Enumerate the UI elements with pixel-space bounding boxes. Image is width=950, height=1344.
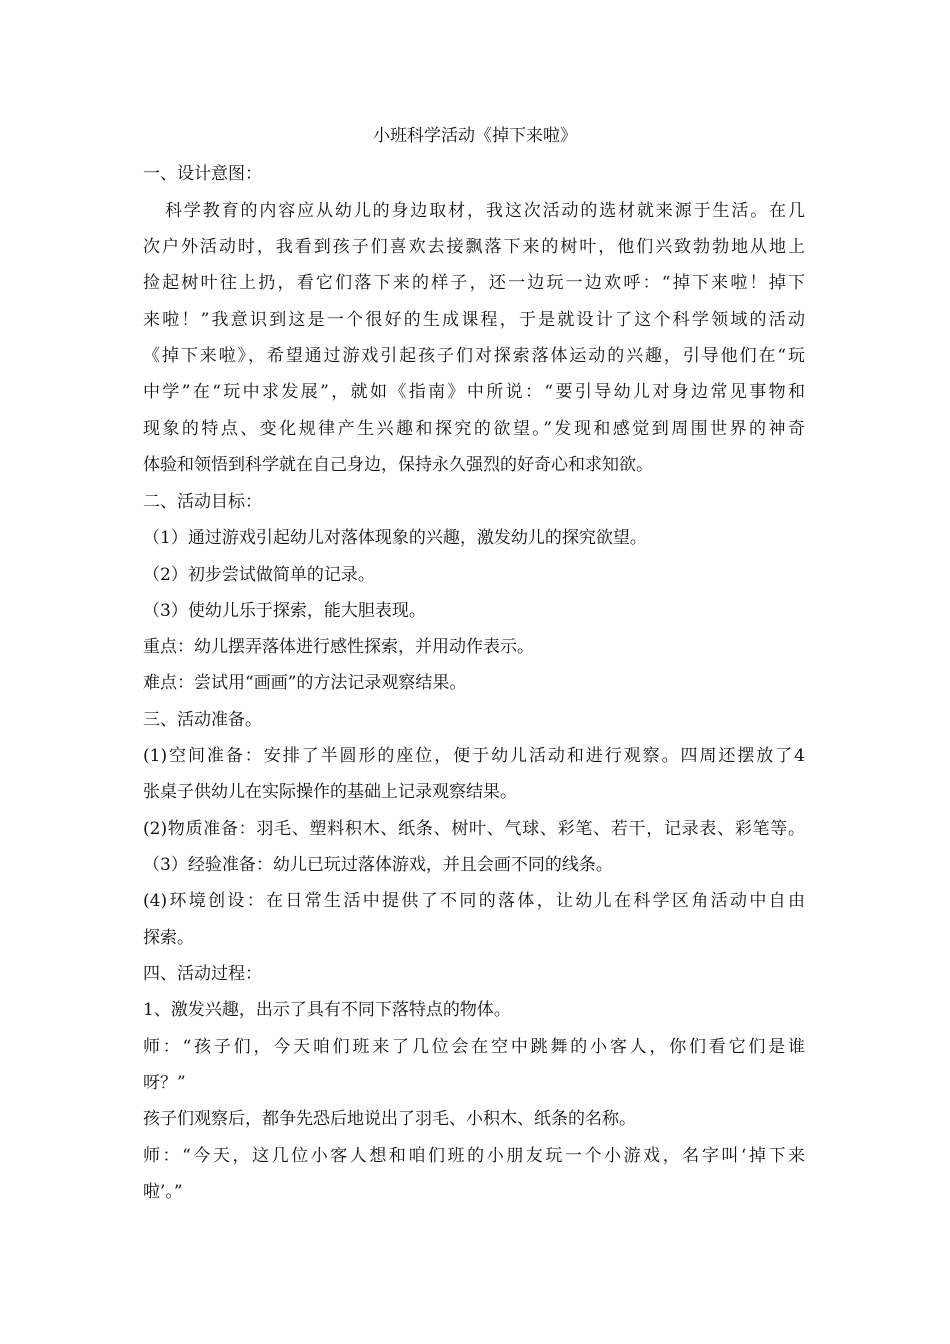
paragraph-line: 捡起树叶往上扔，看它们落下来的样子，还一边玩一边欢呼：“掉下来啦！掉下: [143, 273, 805, 293]
dialogue-line: 啦’。”: [143, 1182, 183, 1202]
paragraph-line: 现象的特点、变化规律产生兴趣和探究的欲望。”发现和感觉到周围世界的神奇: [143, 419, 805, 439]
preparation-item: 探索。: [143, 928, 194, 948]
paragraph-line: 次户外活动时，我看到孩子们喜欢去接飘落下来的树叶，他们兴致勃勃地从地上: [143, 237, 805, 257]
preparation-item: (2)物质准备：羽毛、塑料积木、纸条、树叶、气球、彩笔、若干，记录表、彩笔等。: [143, 819, 805, 839]
goal-item: （1）通过游戏引起幼儿对落体现象的兴趣，激发幼儿的探究欲望。: [143, 528, 647, 548]
goal-item: （2）初步尝试做简单的记录。: [143, 565, 375, 585]
paragraph-line: 《掉下来啦》，希望通过游戏引起孩子们对探索落体运动的兴趣，引导他们在“玩: [143, 346, 805, 366]
paragraph-line: 来啦！”我意识到这是一个很好的生成课程，于是就设计了这个科学领域的活动: [143, 310, 805, 330]
section-heading-preparation: 三、活动准备。: [143, 710, 262, 730]
preparation-item: (1)空间准备：安排了半圆形的座位，便于幼儿活动和进行观察。四周还摆放了4: [143, 746, 805, 766]
dialogue-line: 师：“孩子们，今天咱们班来了几位会在空中跳舞的小客人，你们看它们是谁: [143, 1037, 805, 1057]
paragraph-line: 中学”在“玩中求发展”，就如《指南》中所说：“要引导幼儿对身边常见事物和: [143, 382, 805, 402]
goal-item: （3）使幼儿乐于探索，能大胆表现。: [143, 601, 426, 621]
paragraph-line: 科学教育的内容应从幼儿的身边取材，我这次活动的选材就来源于生活。在几: [165, 201, 805, 221]
section-heading-process: 四、活动过程：: [143, 964, 262, 984]
preparation-item: （3）经验准备：幼儿已玩过落体游戏，并且会画不同的线条。: [143, 855, 613, 875]
section-heading-design-intent: 一、设计意图：: [143, 164, 262, 184]
paragraph-line: 体验和领悟到科学就在自己身边，保持永久强烈的好奇心和求知欲。: [143, 455, 653, 475]
key-point: 重点：幼儿摆弄落体进行感性探索，并用动作表示。: [143, 637, 534, 657]
preparation-item: (4)环境创设：在日常生活中提供了不同的落体，让幼儿在科学区角活动中自由: [143, 891, 805, 911]
narration-line: 孩子们观察后，都争先恐后地说出了羽毛、小积木、纸条的名称。: [143, 1109, 636, 1129]
dialogue-line: 师：“今天，这几位小客人想和咱们班的小朋友玩一个小游戏，名字叫‘掉下来: [143, 1146, 805, 1166]
difficult-point: 难点：尝试用“画画”的方法记录观察结果。: [143, 673, 467, 693]
document-title: 小班科学活动《掉下来啦》: [373, 126, 577, 146]
dialogue-line: 呀？”: [143, 1073, 186, 1093]
section-heading-goals: 二、活动目标：: [143, 492, 262, 512]
process-step: 1、激发兴趣，出示了具有不同下落特点的物体。: [143, 1000, 511, 1020]
preparation-item: 张桌子供幼儿在实际操作的基础上记录观察结果。: [143, 782, 517, 802]
